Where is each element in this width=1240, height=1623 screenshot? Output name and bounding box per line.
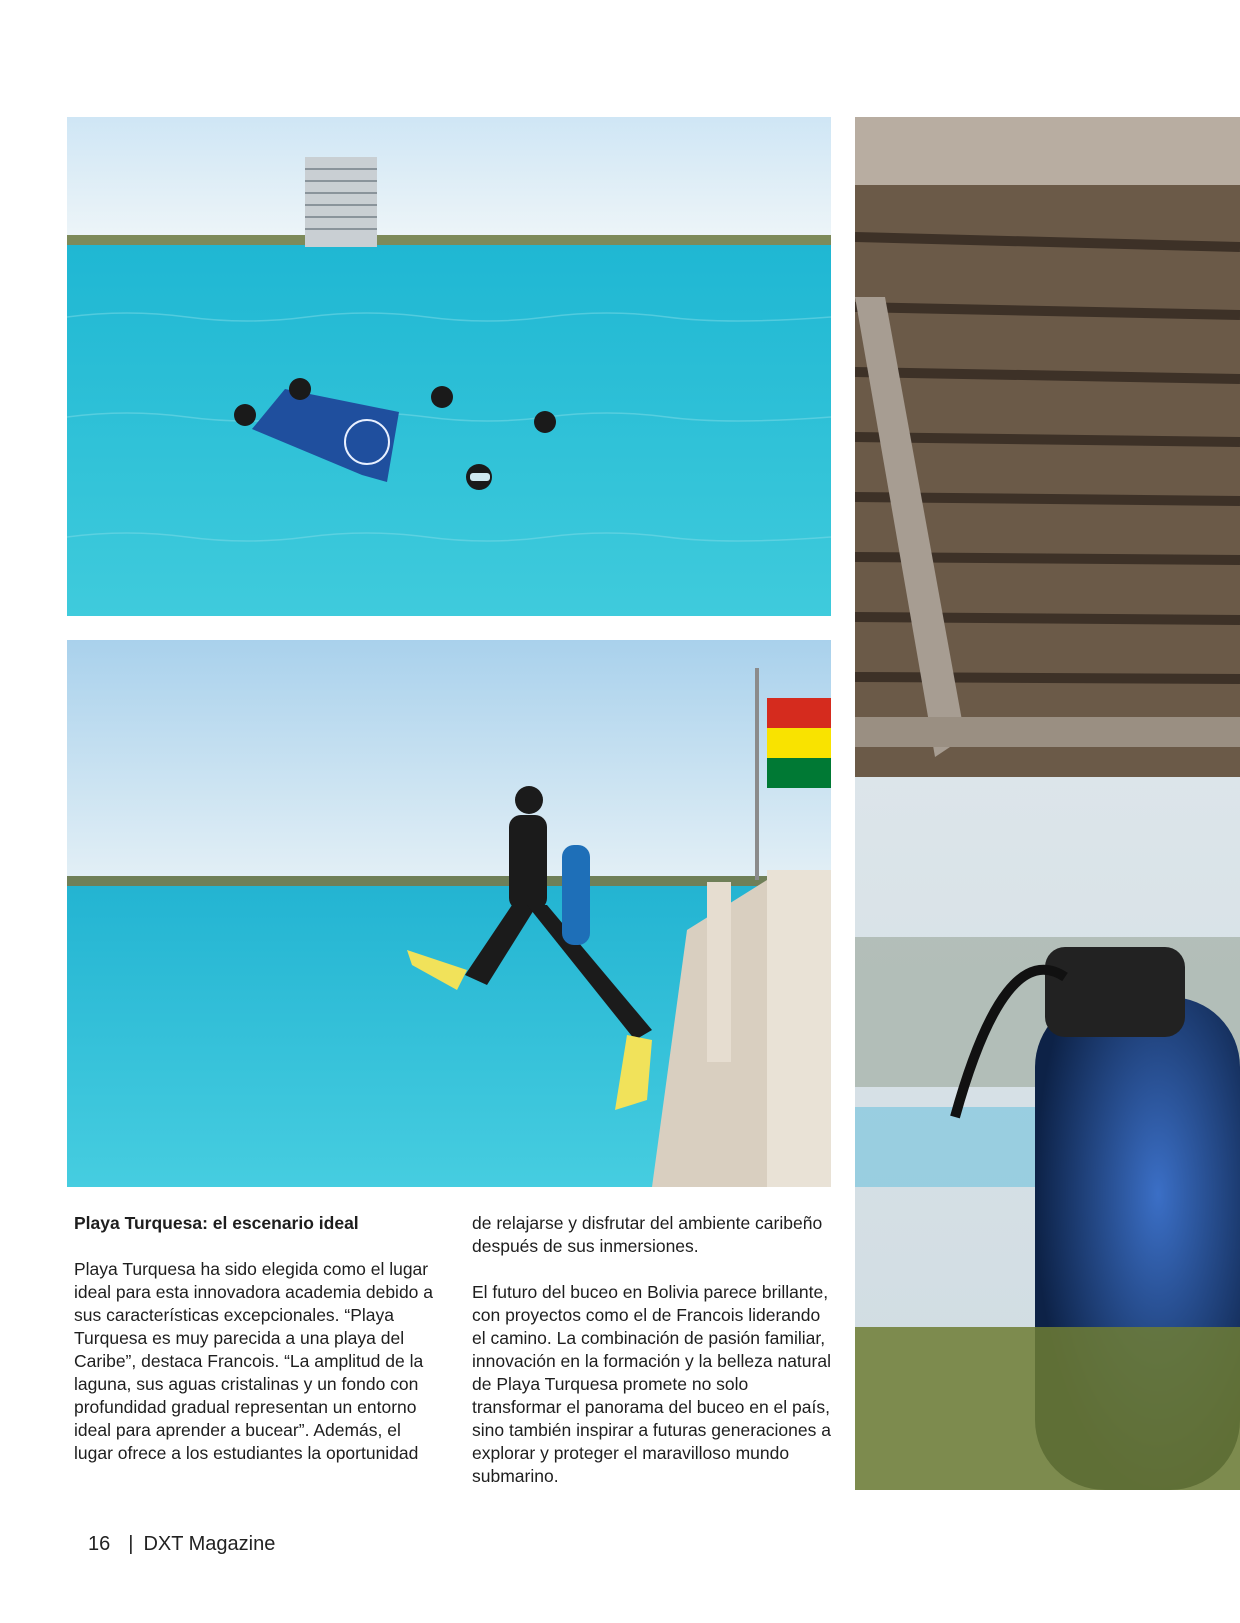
page-number: 16 bbox=[88, 1533, 111, 1555]
article-column-right bbox=[472, 1212, 837, 1511]
section-heading: Playa Turquesa: el escenario ideal bbox=[74, 1213, 359, 1233]
paragraph-right-2: El futuro del buceo en Bolivia parece brillante, con proyectos como el de Francois liderando el camino. La combinación de pasión familiar, innovación en la formación y la belleza natural de Playa Turquesa promete no solo transformar el panorama del buceo en el país, sino también inspirar a futuras generaciones a explorar y proteger el maravilloso mundo submarino. bbox=[472, 1282, 831, 1486]
photo-scuba-tank-roof bbox=[855, 117, 1240, 1490]
article-column-left bbox=[74, 1212, 434, 1488]
publication-name: DXT Magazine bbox=[143, 1533, 276, 1555]
paragraph-right-1: de relajarse y disfrutar del ambiente caribeño después de sus inmersiones. bbox=[472, 1213, 823, 1256]
page-footer bbox=[88, 1533, 275, 1556]
footer-separator: | bbox=[128, 1533, 134, 1555]
photo-diver-jumping bbox=[67, 640, 831, 1187]
paragraph-left-1: Playa Turquesa ha sido elegida como el lugar ideal para esta innovadora academia debido a sus características excepcionales. “Playa Turquesa es muy parecida a una playa del Caribe”, destaca Francois. “La amplitud de la laguna, sus aguas cristalinas y un fondo con profundidad gradual representan un entorno ideal para aprender a bucear”. Además, el lugar ofrece a los estudiantes la oportunidad bbox=[74, 1259, 434, 1463]
photo-divers-lagoon bbox=[67, 117, 831, 616]
